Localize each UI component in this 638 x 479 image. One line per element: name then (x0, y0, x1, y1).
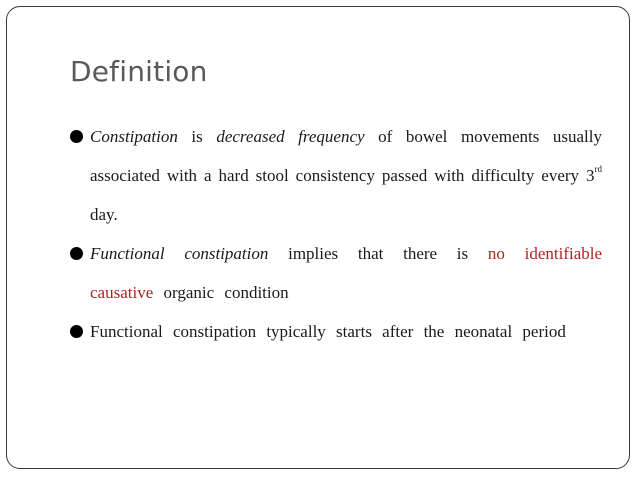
bullet-list (70, 117, 602, 351)
ordinal-suffix: rd (594, 164, 602, 174)
bullet-text: day. (90, 205, 118, 224)
bullet-text: of bowel movements usually associated with a hard stool consistency passed with difficulty every 3 (90, 127, 602, 185)
bullet-text: implies that there is (268, 244, 488, 263)
term-functional-constipation: Functional constipation (90, 244, 269, 263)
bullet-dot-icon (70, 325, 83, 338)
bullet-item-definition (70, 117, 602, 234)
bullet-item-onset (70, 312, 602, 351)
slide-title: Definition (70, 55, 208, 88)
term-decreased-frequency: decreased frequency (216, 127, 365, 146)
bullet-text: Functional constipation typically starts after the neonatal period (90, 322, 566, 341)
highlight-no-identifiable-causative: no identifiable causative (90, 244, 603, 302)
bullet-text: organic condition (153, 283, 289, 302)
bullet-item-functional (70, 234, 602, 312)
bullet-dot-icon (70, 130, 83, 143)
term-constipation: Constipation (90, 127, 178, 146)
bullet-text: is (177, 127, 217, 146)
bullet-dot-icon (70, 247, 83, 260)
